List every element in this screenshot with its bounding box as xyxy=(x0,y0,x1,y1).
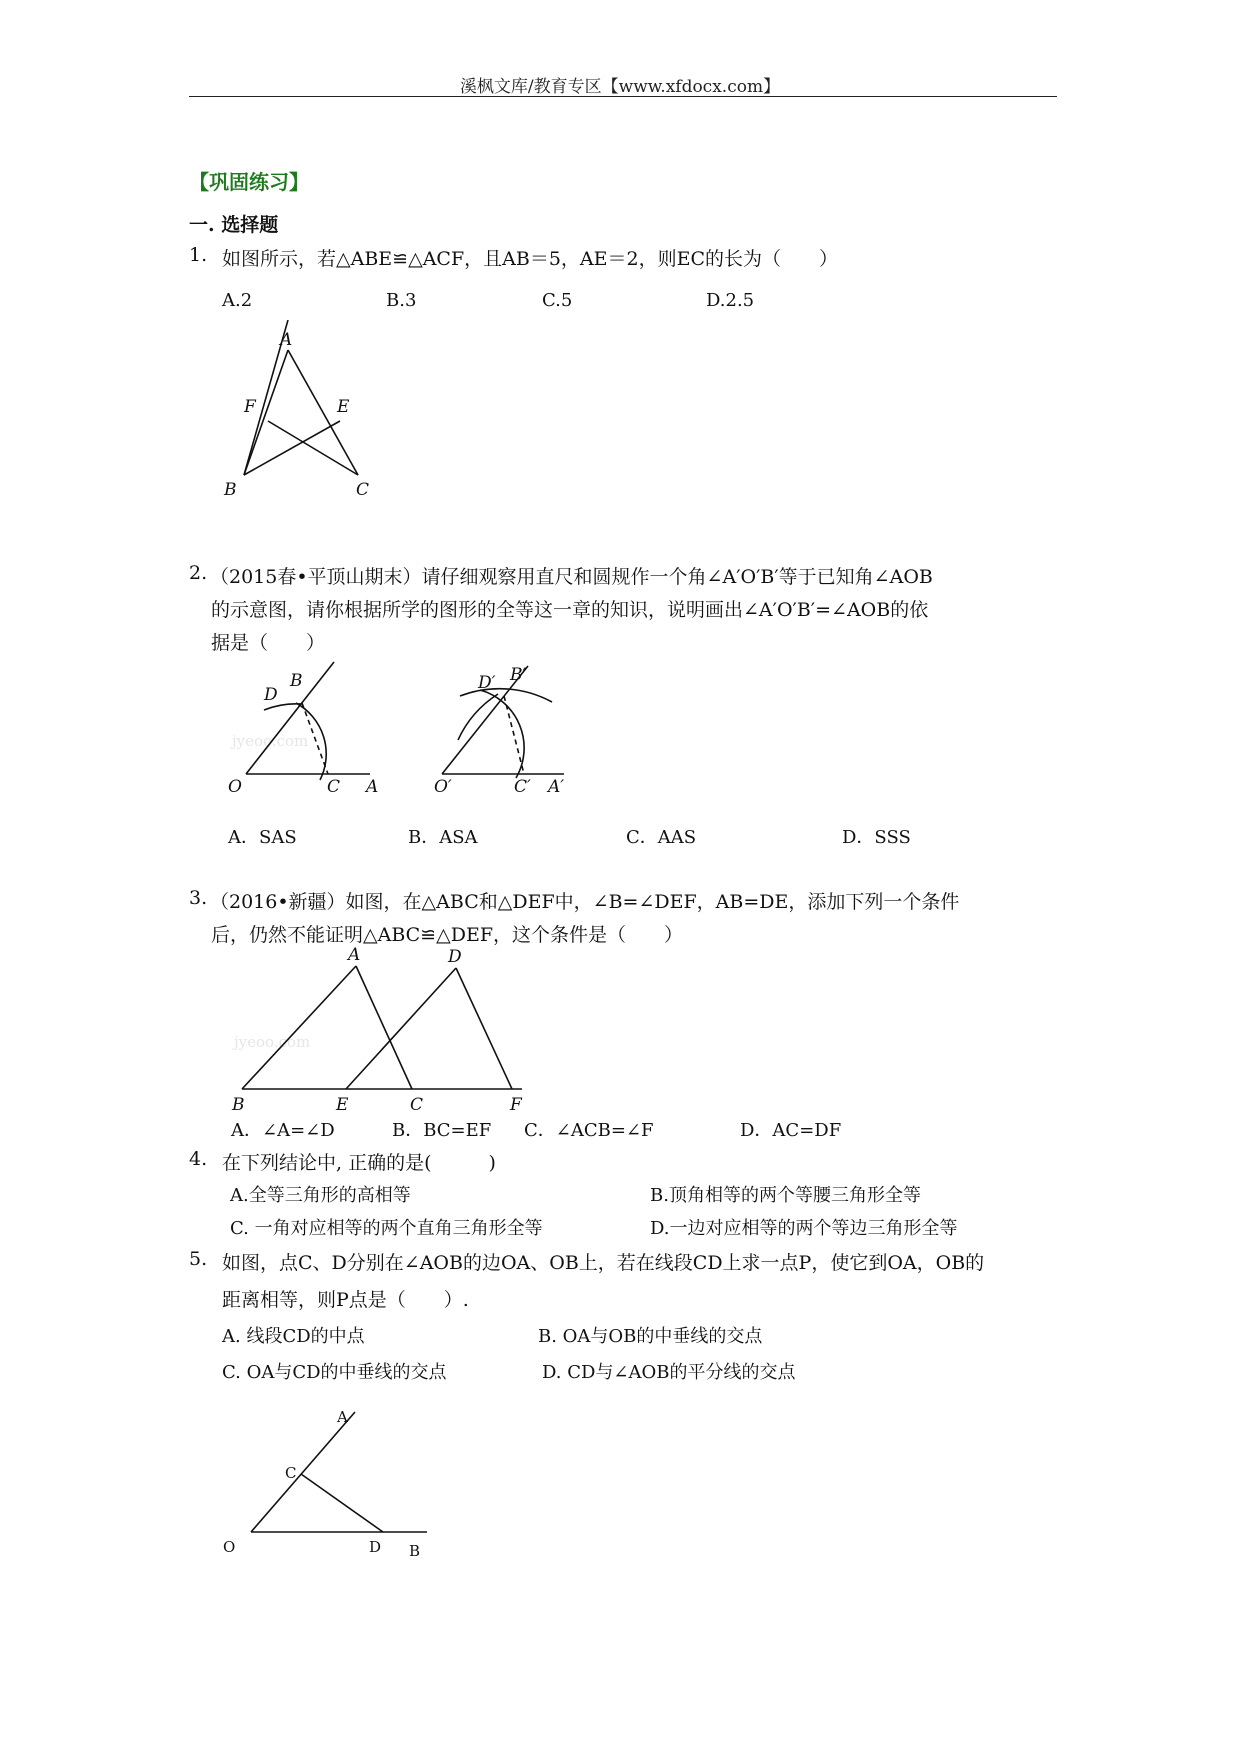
q5-label-b: B xyxy=(409,1542,421,1560)
q1-option-c: C.5 xyxy=(542,290,573,311)
q2-figure xyxy=(220,650,620,810)
q4-text: 在下列结论中, 正确的是( ) xyxy=(222,1152,496,1174)
q3-line-ac xyxy=(356,966,412,1089)
q2-arc-prime-1 xyxy=(458,694,498,740)
q2-arc-prime-2 xyxy=(460,689,552,702)
q2-label-a: A xyxy=(366,777,379,797)
q3-line-ed xyxy=(346,968,456,1089)
section-title: 【巩固练习】 xyxy=(189,170,309,194)
q3-label-e: E xyxy=(336,1095,349,1115)
q3-label-b: B xyxy=(232,1095,245,1115)
q2-label-o: O xyxy=(228,777,242,797)
q2-label-a-prime: A′ xyxy=(548,777,565,797)
q2-label-b-prime: B′ xyxy=(510,665,527,685)
q3-label-c: C xyxy=(410,1095,424,1115)
q2-label-o-prime: O′ xyxy=(434,777,452,797)
header-rule xyxy=(189,96,1057,97)
q3-label-d: D xyxy=(448,947,462,967)
q5-segment-cd xyxy=(301,1474,383,1532)
q1-option-b: B.3 xyxy=(386,290,417,311)
q2-label-c: C xyxy=(327,777,341,797)
q4-option-b: B.顶角相等的两个等腰三角形全等 xyxy=(650,1185,921,1206)
q2-option-b: B．ASA xyxy=(408,827,478,848)
q3-option-a: A．∠A=∠D xyxy=(231,1120,335,1141)
q2-text-line-2: 的示意图，请你根据所学的图形的全等这一章的知识，说明画出∠A′O′B′=∠AOB的依 xyxy=(211,599,929,621)
q5-label-c: C xyxy=(285,1464,297,1482)
q2-label-d-prime: D′ xyxy=(478,673,496,693)
q4-option-a: A.全等三角形的高相等 xyxy=(230,1185,411,1206)
q5-text-line-2: 距离相等，则P点是（ ）. xyxy=(222,1289,469,1311)
q2-label-c-prime: C′ xyxy=(514,777,531,797)
q1-line-cf xyxy=(268,421,358,475)
q2-label-d: D xyxy=(264,685,278,705)
q2-option-d: D．SSS xyxy=(842,827,911,848)
q5-option-d: D. CD与∠AOB的平分线的交点 xyxy=(542,1362,796,1383)
q3-option-b: B．BC=EF xyxy=(392,1120,492,1141)
q1-number: 1. xyxy=(189,244,208,266)
svg-text:jyeoo.com: jyeoo.com xyxy=(234,1033,311,1051)
q5-ray-oa xyxy=(251,1412,355,1532)
q1-label-f: F xyxy=(244,397,256,417)
q5-number: 5. xyxy=(189,1248,208,1270)
q3-option-c: C．∠ACB=∠F xyxy=(524,1120,654,1141)
q2-number: 2. xyxy=(189,562,208,584)
q1-option-d: D.2.5 xyxy=(706,290,755,311)
q5-text-line-1: 如图，点C、D分别在∠AOB的边OA、OB上，若在线段CD上求一点P，使它到OA，OB的 xyxy=(222,1252,985,1274)
q1-text: 如图所示，若△ABE≌△ACF，且AB＝5，AE＝2，则EC的长为（ ） xyxy=(222,248,838,270)
q2-dashed-prime xyxy=(504,696,524,774)
q4-option-c: C. 一角对应相等的两个直角三角形全等 xyxy=(230,1218,543,1239)
q4-number: 4. xyxy=(189,1148,208,1170)
q4-option-d: D.一边对应相等的两个等边三角形全等 xyxy=(650,1218,958,1239)
q5-option-b: B. OA与OB的中垂线的交点 xyxy=(538,1326,763,1347)
q3-label-a: A xyxy=(348,945,361,965)
page-header: 溪枫文库/教育专区【www.xfdocx.com】 xyxy=(459,77,781,97)
q1-line-be xyxy=(244,421,340,475)
q1-label-a: A xyxy=(280,330,293,350)
q3-number: 3. xyxy=(189,887,208,909)
q3-line-ab xyxy=(242,966,356,1089)
q5-option-c: C. OA与CD的中垂线的交点 xyxy=(222,1362,447,1383)
q2-option-a: A．SAS xyxy=(228,827,297,848)
q1-option-a: A.2 xyxy=(222,290,253,311)
q3-line-df xyxy=(456,968,512,1089)
q3-text-line-2: 后，仍然不能证明△ABC≌△DEF，这个条件是（ ） xyxy=(211,924,684,946)
q5-label-d: D xyxy=(369,1538,382,1556)
q1-figure xyxy=(210,320,390,505)
q3-figure xyxy=(220,942,560,1117)
q1-label-b: B xyxy=(224,480,237,500)
q3-label-f: F xyxy=(510,1095,522,1115)
q5-label-a: A xyxy=(337,1408,348,1426)
q2-text-line-1: （2015春•平顶山期末）请仔细观察用直尺和圆规作一个角∠A′O′B′等于已知角∠AOB xyxy=(210,566,933,588)
q3-text-line-1: （2016•新疆）如图，在△ABC和△DEF中，∠B=∠DEF，AB=DE，添加下列一个条件 xyxy=(210,891,960,913)
q5-figure xyxy=(215,1400,445,1570)
q2-label-b: B xyxy=(290,671,303,691)
q1-label-e: E xyxy=(337,397,350,417)
q5-label-o: O xyxy=(223,1538,236,1556)
q5-option-a: A. 线段CD的中点 xyxy=(222,1326,365,1347)
q2-option-c: C．AAS xyxy=(626,827,697,848)
svg-text:jyeoo.com: jyeoo.com xyxy=(232,732,309,750)
q2-text-line-3: 据是（ ） xyxy=(211,632,326,654)
subsection-title: 一. 选择题 xyxy=(189,214,279,236)
q3-option-d: D．AC=DF xyxy=(740,1120,842,1141)
q1-label-c: C xyxy=(356,480,370,500)
